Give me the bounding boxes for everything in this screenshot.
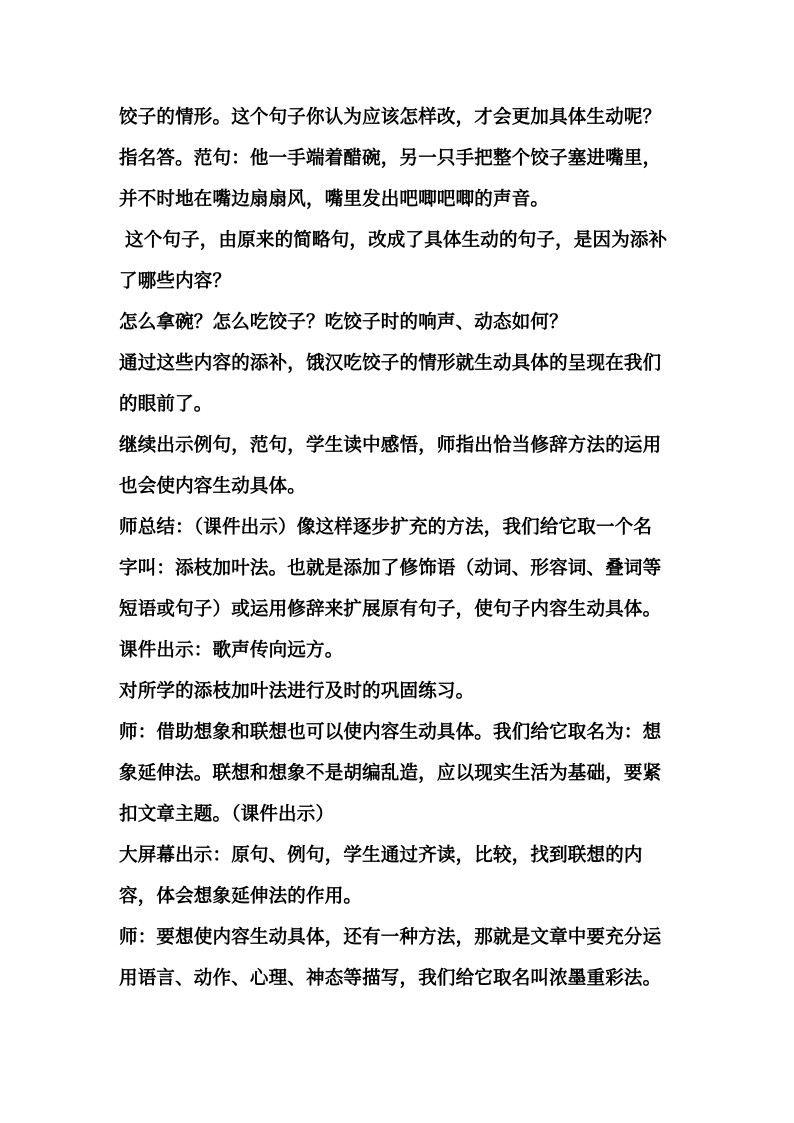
text-line: 师：要想使内容生动具体，还有一种方法，那就是文章中要充分运	[119, 927, 662, 948]
text-line: 并不时地在嘴边扇扇风，嘴里发出吧唧吧唧的声音。	[119, 189, 550, 210]
text-line: 怎么拿碗？怎么吃饺子？吃饺子时的响声、动态如何？	[119, 312, 568, 333]
text-line: 的眼前了。	[119, 394, 213, 415]
text-line: 指名答。范句：他一手端着醋碗，另一只手把整个饺子塞进嘴里，	[119, 148, 662, 169]
text-line: 也会使内容生动具体。	[119, 476, 307, 497]
text-line: 字叫：添枝加叶法。也就是添加了修饰语（动词、形容词、叠词等	[119, 558, 662, 579]
text-line: 短语或句子）或运用修辞来扩展原有句子，使句子内容生动具体。	[119, 599, 662, 620]
text-line: 象延伸法。联想和想象不是胡编乱造，应以现实生活为基础，要紧	[119, 763, 662, 784]
text-line: 继续出示例句，范句，学生读中感悟，师指出恰当修辞方法的运用	[119, 435, 662, 456]
text-line: 师：借助想象和联想也可以使内容生动具体。我们给它取名为：想	[119, 722, 662, 743]
text-line: 课件出示：歌声传向远方。	[119, 640, 344, 661]
text-line: 了哪些内容？	[119, 271, 232, 292]
text-line: 通过这些内容的添补，饿汉吃饺子的情形就生动具体的呈现在我们	[119, 353, 662, 374]
text-line: 容，体会想象延伸法的作用。	[119, 886, 363, 907]
text-line: 用语言、动作、心理、神态等描写，我们给它取名叫浓墨重彩法。	[119, 968, 662, 989]
text-line: 对所学的添枝加叶法进行及时的巩固练习。	[119, 681, 475, 702]
text-line: 扣文章主题。（课件出示）	[119, 804, 335, 825]
text-line: 饺子的情形。这个句子你认为应该怎样改，才会更加具体生动呢？	[119, 107, 662, 128]
text-line: 这个句子，由原来的简略句，改成了具体生动的句子，是因为添补	[125, 230, 668, 251]
text-line: 师总结：（课件出示）像这样逐步扩充的方法，我们给它取一个名	[119, 517, 653, 538]
text-line: 大屏幕出示：原句、例句，学生通过齐读，比较，找到联想的内	[119, 845, 643, 866]
